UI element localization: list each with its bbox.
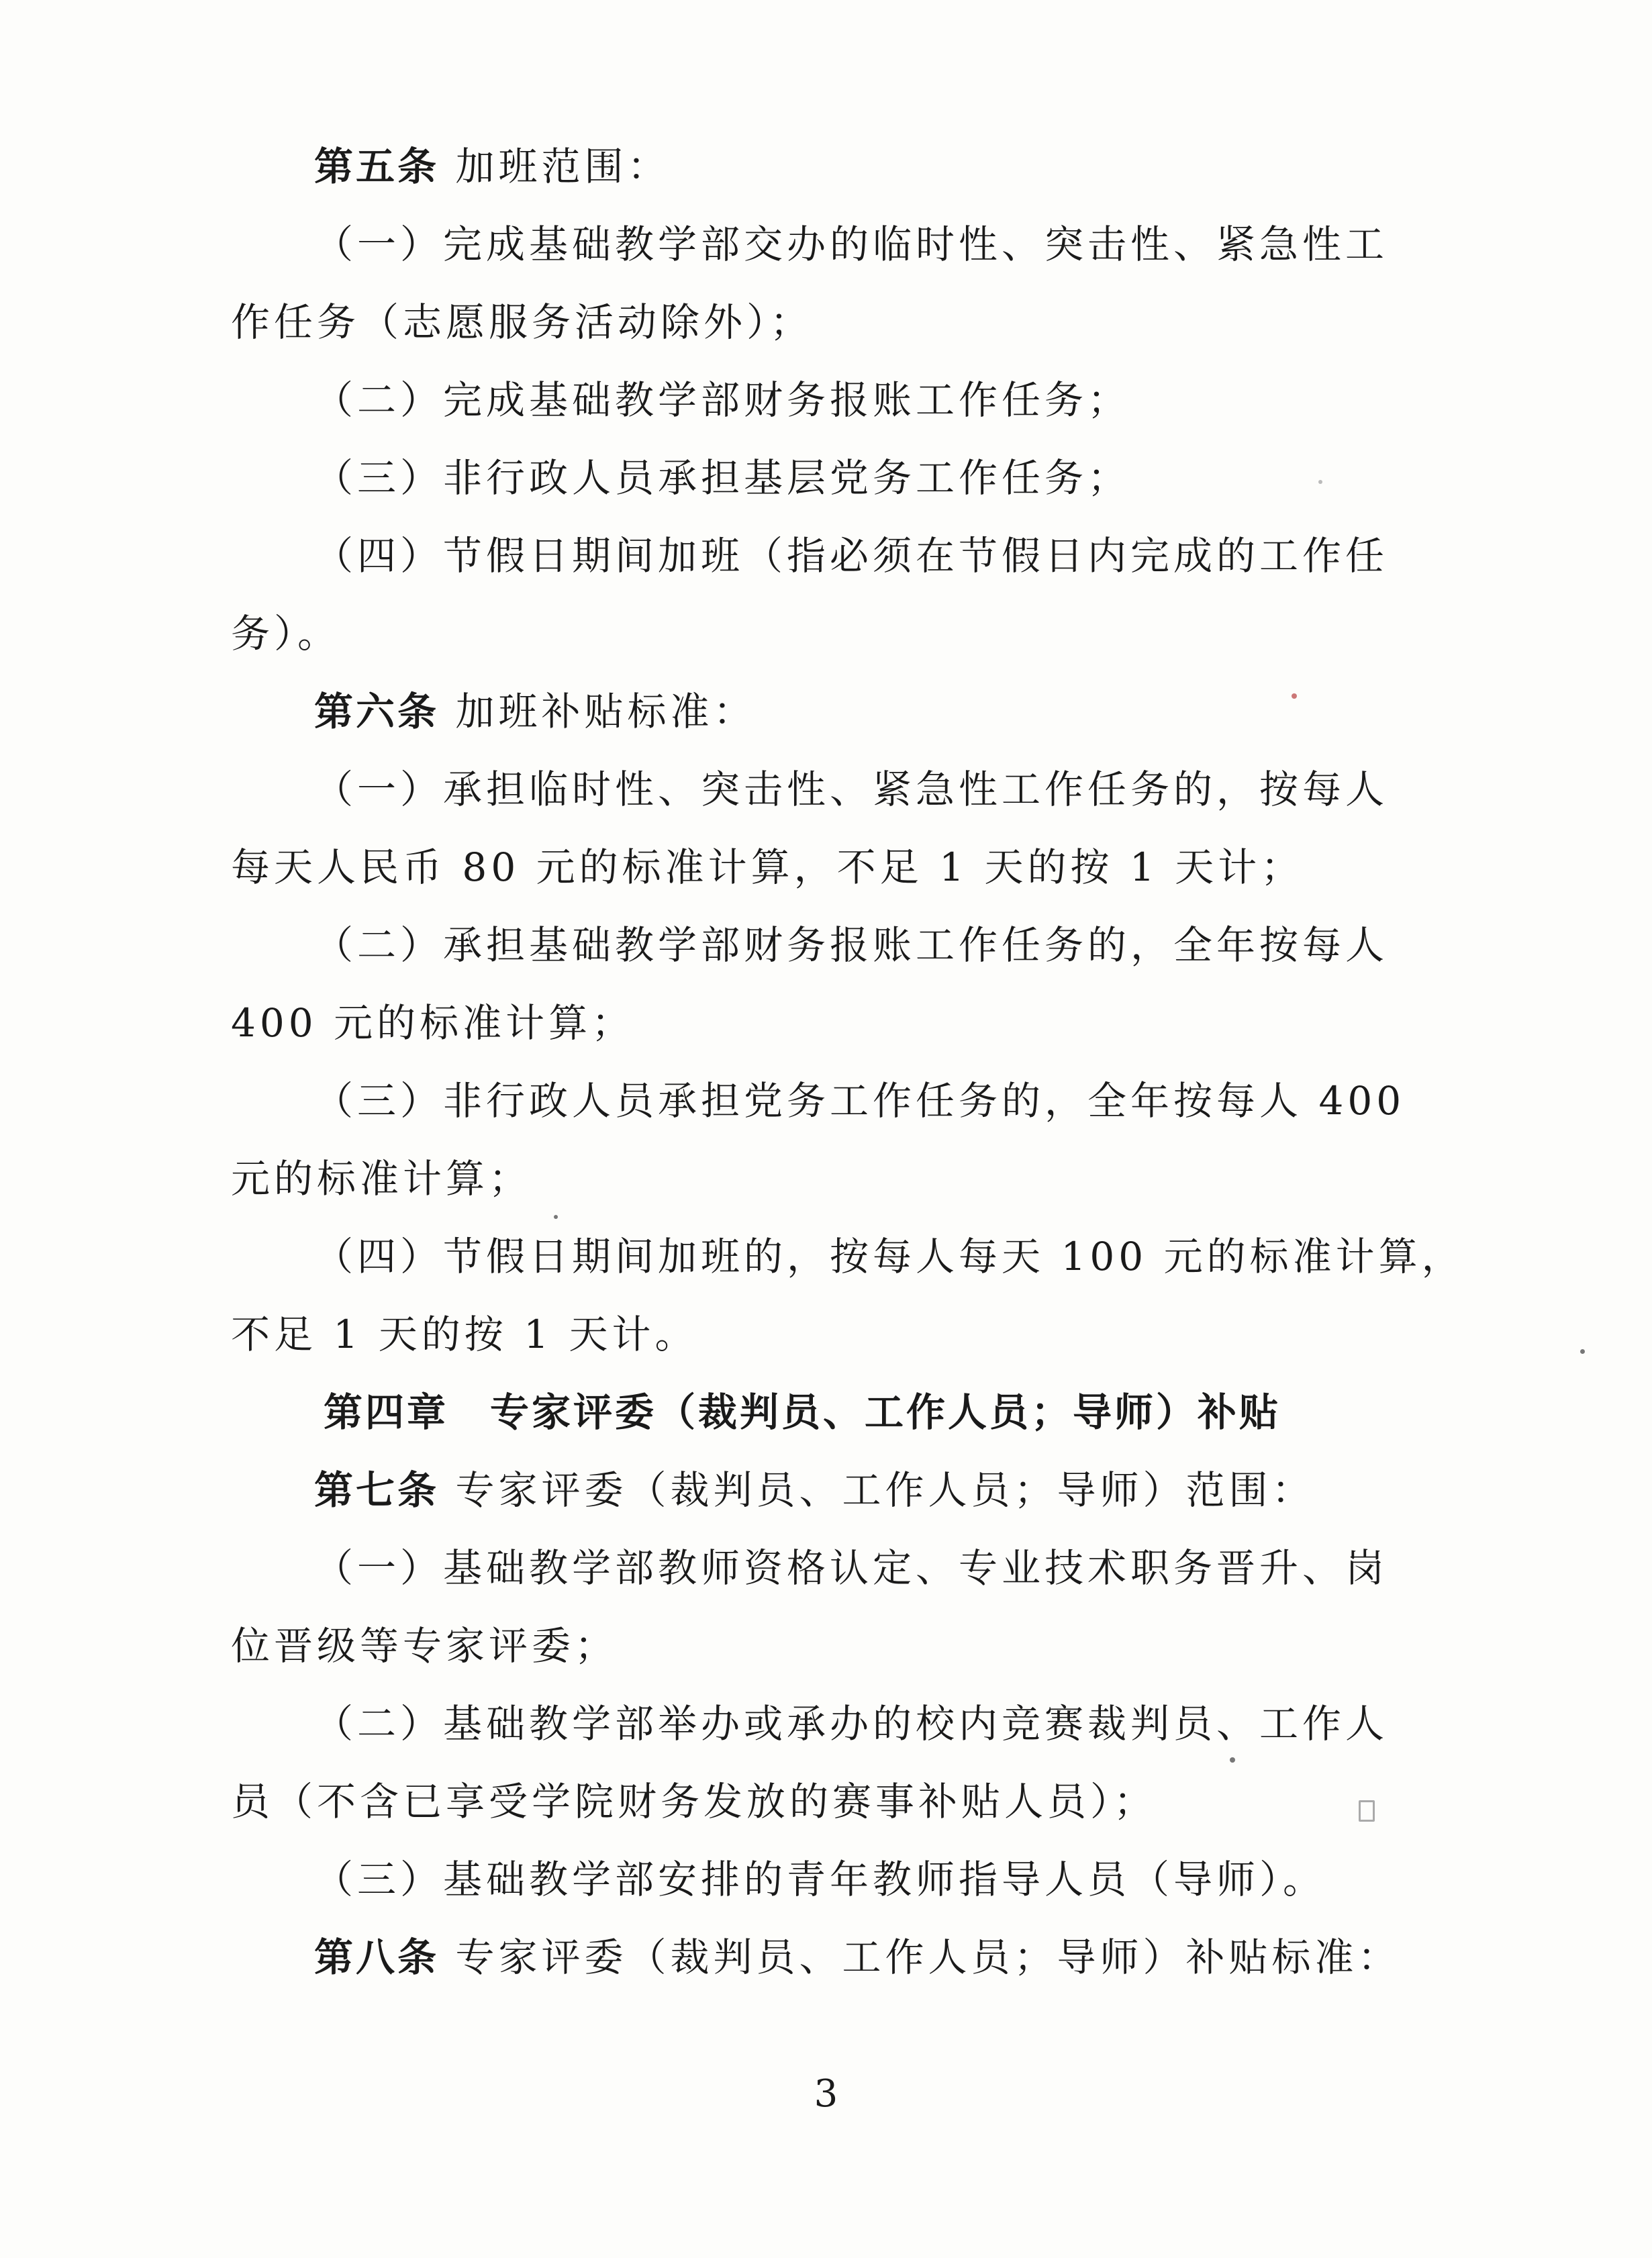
chapter-4-title: 第四章 专家评委（裁判员、工作人员；导师）补贴 — [324, 1389, 1281, 1435]
article-7-item-2-line-1: （二）基础教学部举办或承办的校内竞赛裁判员、工作人 — [314, 1701, 1389, 1747]
scan-speck — [1318, 480, 1322, 484]
document-body — [231, 128, 1465, 1996]
article-6-item-1-line-1: （一）承担临时性、突击性、紧急性工作任务的，按每人 — [314, 767, 1389, 812]
article-5-title: 加班范围： — [455, 144, 671, 189]
article-5-label: 第五条 — [314, 144, 440, 189]
article-8-label: 第八条 — [314, 1934, 440, 1980]
scan-speck — [1580, 1349, 1585, 1354]
article-5-item-1-line-1: （一）完成基础教学部交办的临时性、突击性、紧急性工 — [314, 222, 1389, 267]
article-7-item-3: （三）基础教学部安排的青年教师指导人员（导师）。 — [314, 1857, 1326, 1902]
article-6-item-4-line-2: 不足 1 天的按 1 天计。 — [231, 1312, 698, 1357]
article-6-label: 第六条 — [314, 689, 440, 734]
article-8-title: 专家评委（裁判员、工作人员；导师）补贴标准： — [455, 1934, 1401, 1980]
article-6-item-3-line-2: 元的标准计算； — [231, 1156, 532, 1201]
article-5-item-4-line-2: 务）。 — [231, 611, 341, 656]
article-7-label: 第七条 — [314, 1467, 440, 1513]
article-6-title: 加班补贴标准： — [455, 689, 757, 734]
article-6-item-1-line-2: 每天人民币 80 元的标准计算，不足 1 天的按 1 天计； — [231, 844, 1304, 890]
article-6-item-2-line-1: （二）承担基础教学部财务报账工作任务的，全年按每人 — [314, 922, 1389, 968]
scan-speck — [1292, 693, 1297, 699]
scan-speck — [1230, 1757, 1235, 1763]
article-5-item-3: （三）非行政人员承担基层党务工作任务； — [314, 455, 1131, 501]
article-7-item-1-line-1: （一）基础教学部教师资格认定、专业技术职务晋升、岗 — [314, 1545, 1389, 1591]
article-7-item-2-line-2: 员（不含已享受学院财务发放的赛事补贴人员）； — [231, 1779, 1157, 1824]
article-6-item-2-line-2: 400 元的标准计算； — [231, 1000, 635, 1046]
article-7-item-1-line-2: 位晋级等专家评委； — [231, 1623, 618, 1669]
article-6-item-3-line-1: （三）非行政人员承担党务工作任务的，全年按每人 400 — [314, 1078, 1406, 1124]
article-7-heading — [231, 1451, 1439, 1529]
scan-speck — [554, 1215, 558, 1219]
article-5-item-4-line-1: （四）节假日期间加班（指必须在节假日内完成的工作任 — [314, 533, 1389, 579]
article-8-heading — [231, 1918, 1439, 1996]
page-number: 3 — [814, 2072, 838, 2116]
article-7-title: 专家评委（裁判员、工作人员；导师）范围： — [455, 1467, 1315, 1513]
article-6-item-4-line-1: （四）节假日期间加班的，按每人每天 100 元的标准计算， — [314, 1234, 1465, 1279]
article-5-item-1-line-2: 作任务（志愿服务活动除外）； — [231, 299, 814, 345]
scan-speck — [1359, 1800, 1375, 1822]
article-5-heading — [231, 128, 1439, 205]
article-6-heading — [231, 673, 1439, 750]
article-5-item-2: （二）完成基础教学部财务报账工作任务； — [314, 377, 1131, 423]
